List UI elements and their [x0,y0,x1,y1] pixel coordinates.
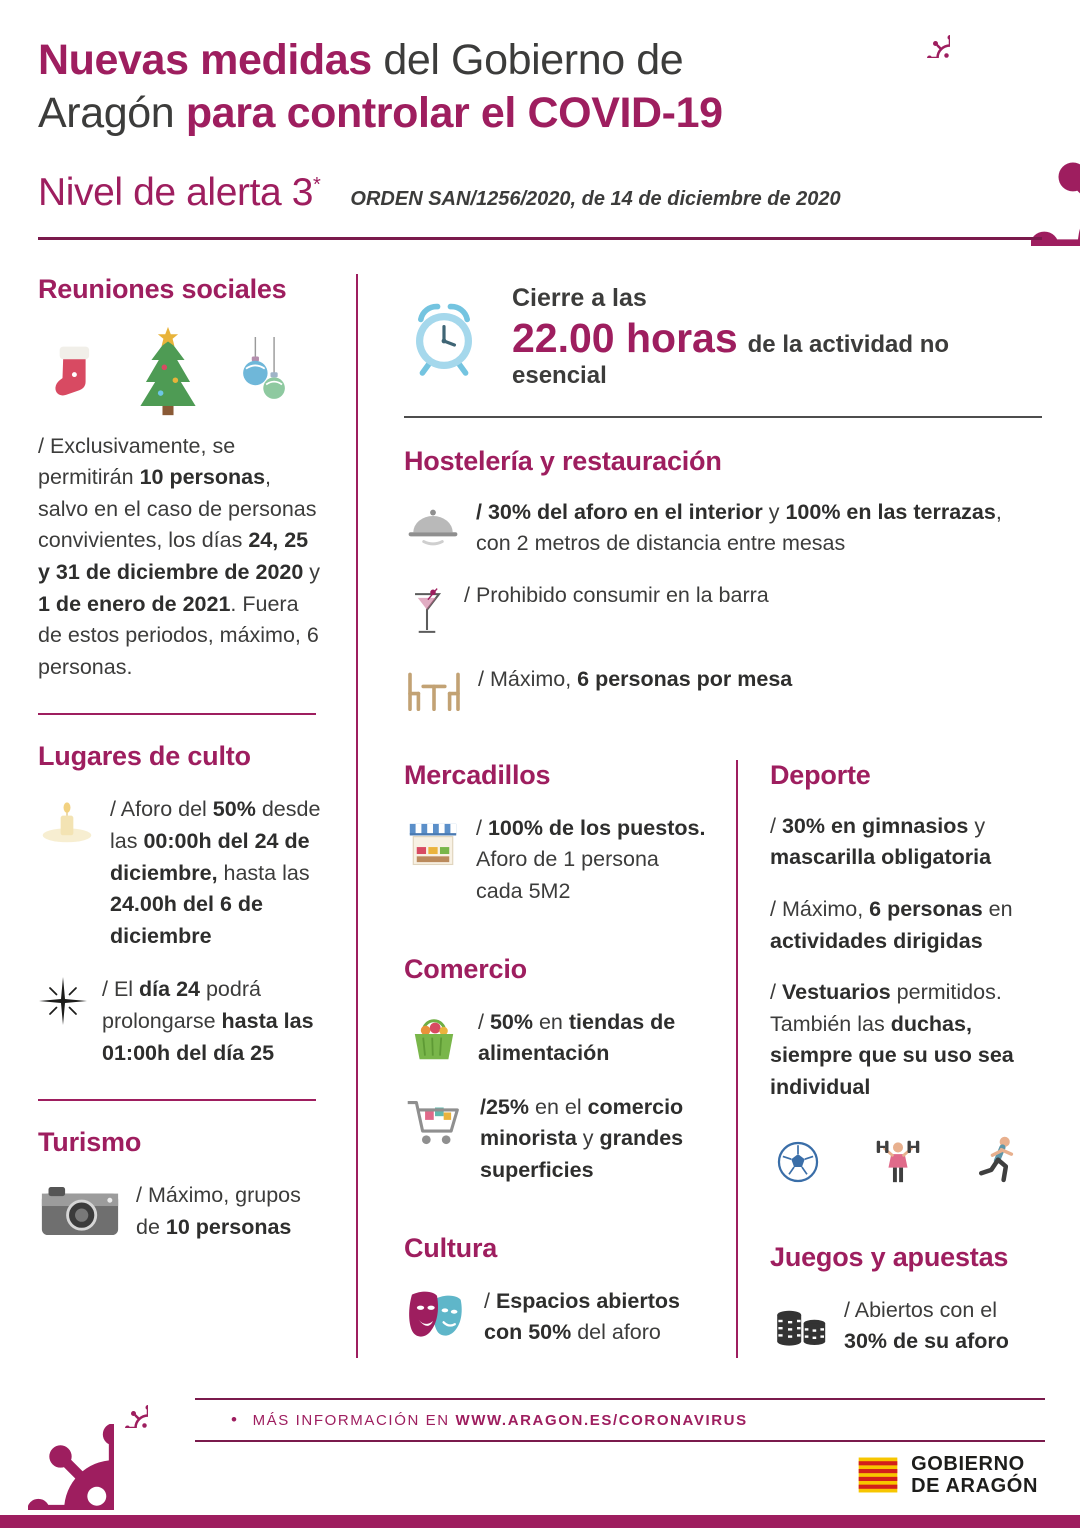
alert-level-text: Nivel de alerta 3 [38,170,314,214]
rule-item [404,813,708,908]
bottom-accent-bar [0,1515,1080,1528]
comercio-rule-text: /25% en el comercio minorista y grandes superficies [480,1094,684,1182]
rule-item [770,1295,1042,1358]
header [0,0,1080,240]
rule-item [404,1286,708,1349]
section-heading-reuniones: Reuniones sociales [38,273,287,304]
virus-icon [0,1338,114,1510]
table-and-chairs-icon [404,666,464,714]
section-heading-lugares: Lugares de culto [38,741,251,772]
right-area [356,274,1042,1358]
rule-item [404,1007,708,1070]
cierre-intro: Cierre a las [512,283,647,312]
section-hosteleria [404,446,1042,714]
divider [38,713,316,715]
hosteleria-rule-text: / 30% del aforo en el interior y 100% en las terrazas, con 2 metros de distancia entre mesas [476,499,1002,556]
alert-row [38,171,1042,215]
lugares-rule-text: / El día 24 podrá prolongarse hasta las 01:00h del día 25 [102,977,314,1065]
alert-level [38,171,320,215]
bullet-icon: • [231,1410,239,1429]
footer-info-bar [195,1398,1045,1442]
divider [404,416,1042,418]
cierre-line2 [512,315,1042,390]
cierre-time: 22.00 horas [512,314,738,361]
section-heading-cultura: Cultura [404,1232,498,1263]
cierre-text [512,284,1042,390]
deporte-rule-text: / Máximo, 6 personas en actividades dirigidas [770,897,1013,953]
header-divider [38,237,1042,240]
rule-item [38,1180,326,1243]
section-reuniones-sociales [38,274,326,684]
camera-icon [38,1182,122,1240]
lugares-rule-text: / Aforo del 50% desde las 00:00h del 24 de diciembre, hasta las 24.00h del 6 de diciembre [110,797,321,948]
section-mercadillos [404,760,708,908]
turismo-rule-text: / Máximo, grupos de 10 personas [136,1183,301,1239]
theater-masks-icon [404,1288,470,1344]
right-column [736,760,1042,1358]
section-heading-mercadillos: Mercadillos [404,759,551,790]
section-turismo [38,1127,326,1243]
two-column-area [404,760,1042,1358]
section-deporte [770,760,1042,1190]
rule-item [404,497,1042,560]
main-content [0,240,1080,1358]
food-cloche-icon [404,499,462,547]
rule-item [38,794,326,952]
candle-icon [38,796,96,848]
aragon-government-logo [855,1452,1038,1498]
reuniones-rule-text: / Exclusivamente, se permitirán 10 personas, salvo en el caso de personas convivientes, los días 24, 25 y 31 de diciembre de 2020 y 1 de enero de 2021. Fuera de estos periodos, máximo, 6 personas. [38,433,321,679]
christmas-baubles-icon [228,327,300,419]
christmas-icons-row [38,323,326,419]
footer-info-text: MÁS INFORMACIÓN EN WWW.ARAGON.ES/CORONAVIRUS [252,1412,748,1429]
christmas-stocking-icon [38,333,108,419]
section-cultura [404,1233,708,1349]
christmas-tree-icon [122,323,214,419]
section-heading-juegos: Juegos y apuestas [770,1241,1009,1272]
hosteleria-rule-text: / Máximo, 6 personas por mesa [478,666,793,691]
deporte-rule-text: / Vestuarios permitidos. También las duchas, siempre que su uso sea individual [770,980,1014,1099]
market-stall-icon [404,815,462,871]
middle-column [404,760,736,1358]
runner-icon [970,1134,1026,1190]
juegos-rule-text: / Abiertos con el 30% de su aforo [844,1297,1009,1354]
star-icon [38,976,88,1026]
rule-item [404,580,1042,644]
alert-footnote-marker: * [313,173,321,196]
logo-text [911,1453,1038,1497]
section-heading-turismo: Turismo [38,1127,142,1158]
divider [38,1099,316,1101]
section-lugares-de-culto [38,741,326,1069]
section-heading-hosteleria: Hostelería y restauración [404,445,722,476]
cierre-suffix: de la actividad no esencial [512,330,950,389]
aragon-flag-icon [855,1452,901,1498]
section-heading-comercio: Comercio [404,953,527,984]
hosteleria-rule-text: / Prohibido consumir en la barra [464,582,769,607]
cultura-rule-text: / Espacios abiertos con 50% del aforo [484,1288,680,1345]
dumbbells-icon [870,1134,926,1190]
soccer-ball-icon [770,1134,826,1190]
logo-line2: DE ARAGÓN [911,1475,1038,1497]
deporte-rule-text: / 30% en gimnasios y mascarilla obligatoria [770,813,992,870]
section-juegos-y-apuestas [770,1242,1042,1358]
food-basket-icon [404,1009,464,1065]
poker-chips-icon [770,1297,830,1351]
section-heading-deporte: Deporte [770,759,871,790]
rule-item [404,664,1042,714]
section-comercio [404,954,708,1187]
comercio-rule-text: / 50% en tiendas de alimentación [478,1009,676,1066]
page-title: Nuevas medidas del Gobierno de Aragón para controlar el COVID-19 [38,36,723,138]
rule-item [404,1092,708,1187]
shopping-cart-icon [404,1094,466,1152]
section-cierre [404,284,1042,390]
cocktail-icon [404,582,450,644]
virus-icon [98,1378,148,1428]
logo-line1: GOBIERNO [911,1453,1025,1475]
order-reference: ORDEN SAN/1256/2020, de 14 de diciembre de 2020 [350,187,841,210]
left-column [38,240,356,1358]
alarm-clock-icon [404,297,484,377]
rule-item [38,974,326,1069]
sports-icons-row [770,1134,1042,1190]
mercadillos-rule-text: / 100% de los puestos. Aforo de 1 persona cada 5M2 [476,815,706,903]
